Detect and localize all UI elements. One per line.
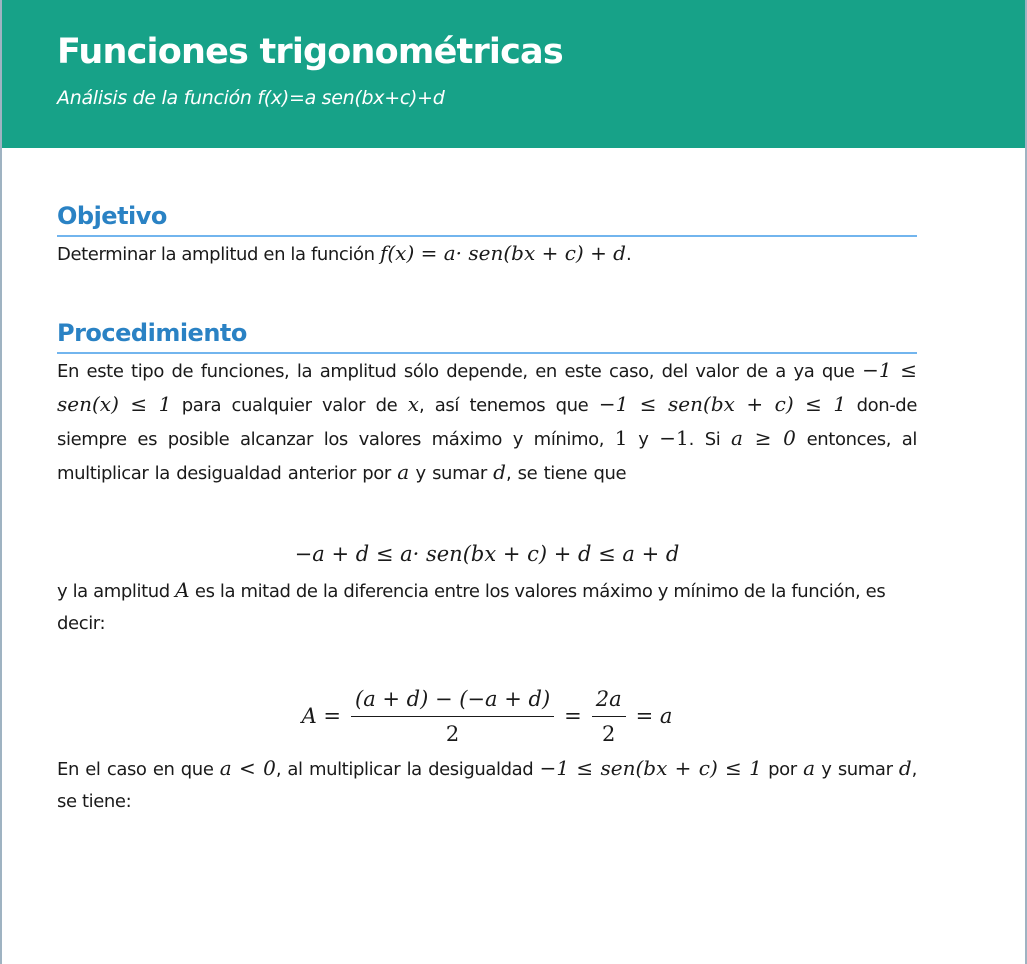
page-subtitle: Análisis de la función f(x)=a sen(bx+c)+d	[57, 87, 445, 109]
text: y la amplitud	[57, 581, 176, 602]
math-inline: −1 ≤ sen(bx + c) ≤ 1	[598, 392, 847, 416]
text: , así tenemos que	[419, 395, 599, 416]
page-content	[2, 200, 972, 818]
text: para cualquier valor de	[171, 395, 408, 416]
page-header	[2, 0, 1025, 148]
fraction-1	[351, 685, 554, 748]
procedimiento-paragraph-1	[57, 354, 917, 490]
text: don-de siempre es posible alcanzar los valores máximo y mínimo,	[57, 395, 918, 450]
objetivo-paragraph	[57, 237, 917, 271]
display-amplitude-formula	[57, 680, 917, 752]
text: En el caso en que	[57, 759, 220, 780]
text: , se tiene que	[505, 463, 627, 484]
math-inline: −1 ≤ sen(bx + c) ≤ 1	[539, 756, 762, 780]
text: En este tipo de funciones, la amplitud sólo depende, en este caso, del valor de a ya que	[57, 361, 863, 382]
math-inline: −1 ≤ sen(x) ≤ 1	[57, 358, 917, 416]
math-inline: a	[803, 756, 815, 780]
math-inline: d	[493, 460, 506, 484]
math-inline: a	[397, 460, 410, 484]
text: . Si	[688, 429, 732, 450]
math-inline: a < 0	[219, 756, 276, 780]
display-inequality: −a + d ≤ a· sen(bx + c) + d ≤ a + d	[294, 542, 680, 566]
text: , se tiene:	[57, 759, 917, 812]
math-inline: x	[407, 392, 420, 416]
fraction-1-numerator: (a + d) − (−a + d)	[351, 685, 554, 717]
fraction-2-denominator: 2	[602, 721, 616, 746]
math-inline: d	[898, 756, 912, 780]
math-function: f(x) = a· sen(bx + c) + d	[379, 241, 626, 265]
math-inline: A	[175, 578, 190, 602]
text: y sumar	[409, 463, 494, 484]
fraction-1-denominator: 2	[445, 721, 460, 746]
math-inline: −1	[659, 426, 689, 450]
procedimiento-paragraph-2	[57, 574, 917, 640]
formula-equals: =	[564, 704, 582, 728]
text: por	[761, 759, 804, 780]
math-inline: a ≥ 0	[731, 426, 796, 450]
text: y	[627, 429, 660, 450]
text: , al multiplicar la desigualdad	[275, 759, 540, 780]
formula-lhs: A =	[301, 704, 341, 728]
section-title-objetivo: Objetivo	[57, 200, 917, 237]
text: .	[625, 244, 632, 265]
formula-rhs: = a	[635, 704, 673, 728]
page-title: Funciones trigonométricas	[57, 32, 563, 72]
math-inline: 1	[614, 426, 628, 450]
procedimiento-paragraph-3	[57, 752, 917, 818]
text: entonces, al multiplicar la desigualdad anterior por	[57, 429, 917, 484]
text: Determinar la amplitud en la función	[57, 244, 380, 265]
fraction-2-numerator: 2a	[592, 685, 626, 717]
fraction-2	[592, 685, 626, 748]
text: y sumar	[815, 759, 899, 780]
text: es la mitad de la diferencia entre los valores máximo y mínimo de la función, es decir:	[57, 581, 886, 634]
section-title-procedimiento: Procedimiento	[57, 317, 917, 354]
